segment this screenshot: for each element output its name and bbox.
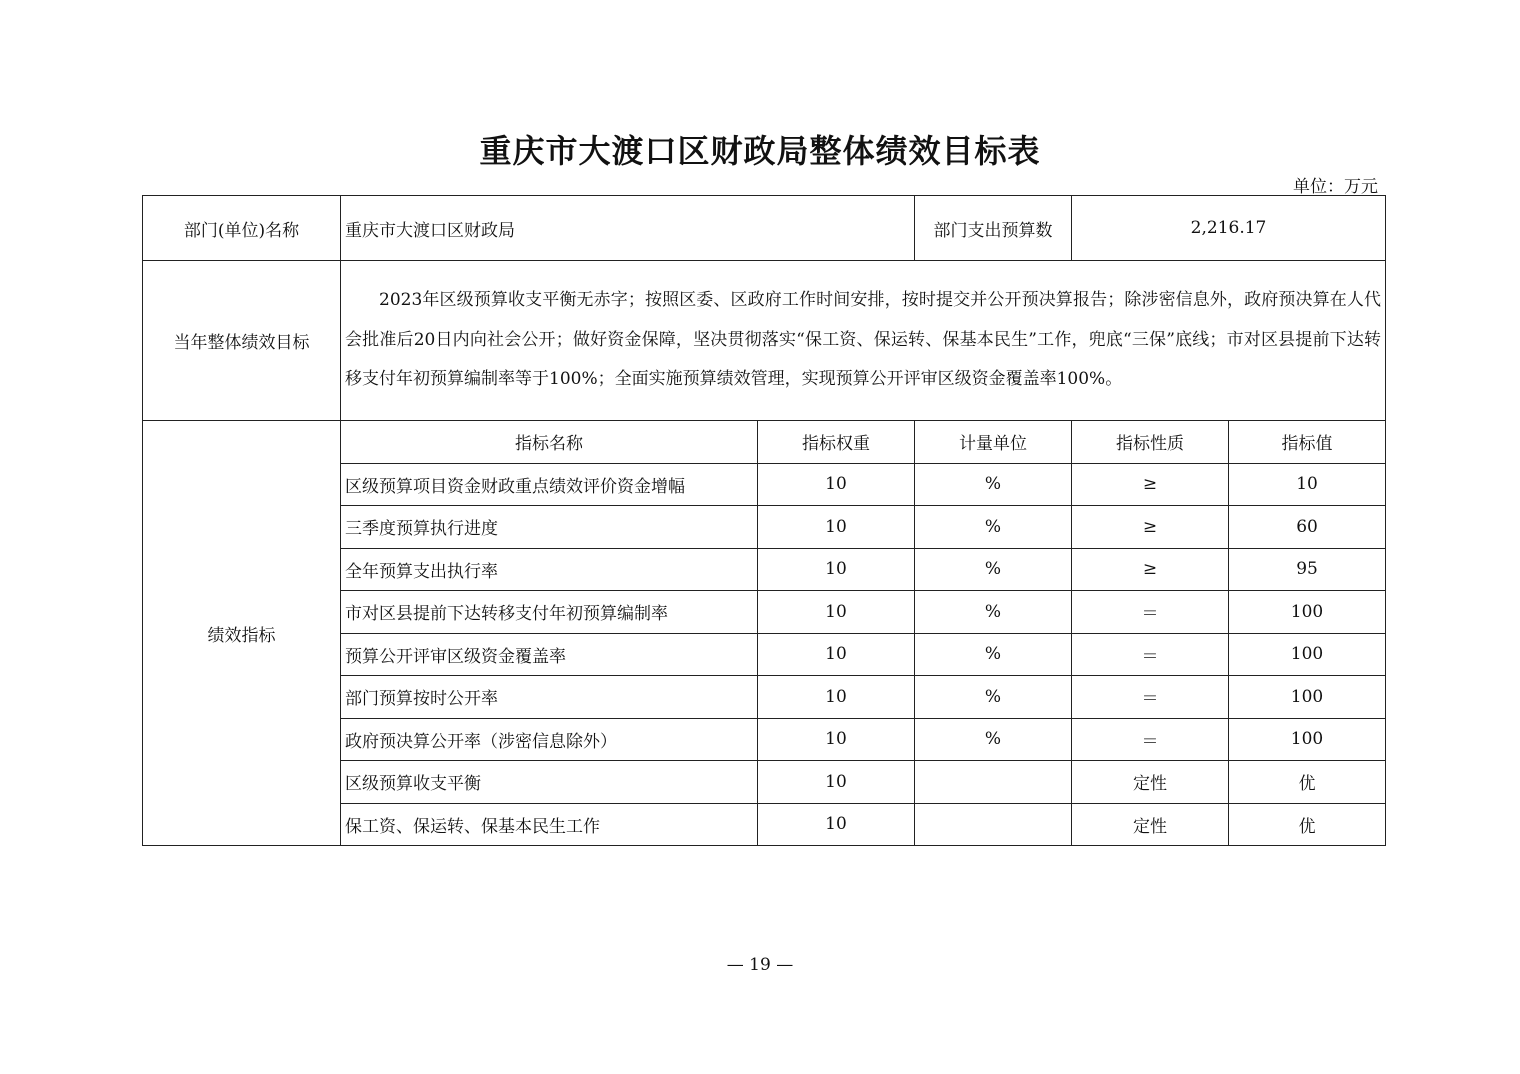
column-header: 指标性质 [1072, 421, 1229, 464]
unit-label: 单位：万元 [1293, 177, 1378, 197]
indicator-nature: 定性 [1072, 761, 1229, 804]
indicator-unit: % [915, 463, 1072, 506]
column-header: 指标权重 [758, 421, 915, 464]
indicator-weight: 10 [758, 633, 915, 676]
budget-label: 部门支出预算数 [915, 196, 1072, 261]
header-row [143, 196, 1386, 261]
column-header: 计量单位 [915, 421, 1072, 464]
goal-row [143, 261, 1386, 421]
indicator-weight: 10 [758, 548, 915, 591]
indicator-value: 优 [1229, 803, 1386, 846]
indicator-nature: ＝ [1072, 676, 1229, 719]
indicator-name: 区级预算收支平衡 [341, 761, 758, 804]
indicator-value: 60 [1229, 506, 1386, 549]
indicator-nature: ≥ [1072, 463, 1229, 506]
indicator-value: 100 [1229, 591, 1386, 634]
indicator-value: 优 [1229, 761, 1386, 804]
indicator-nature: ＝ [1072, 591, 1229, 634]
indicator-weight: 10 [758, 718, 915, 761]
goal-label: 当年整体绩效目标 [143, 261, 341, 421]
indicator-nature: ≥ [1072, 506, 1229, 549]
indicator-unit: % [915, 676, 1072, 719]
indicator-value: 95 [1229, 548, 1386, 591]
indicator-nature: ≥ [1072, 548, 1229, 591]
column-header: 指标名称 [341, 421, 758, 464]
indicator-weight: 10 [758, 803, 915, 846]
indicator-nature: ＝ [1072, 718, 1229, 761]
indicator-unit: % [915, 506, 1072, 549]
indicator-unit [915, 803, 1072, 846]
dept-name-value: 重庆市大渡口区财政局 [341, 196, 915, 261]
indicator-weight: 10 [758, 591, 915, 634]
column-header: 指标值 [1229, 421, 1386, 464]
indicator-value: 100 [1229, 718, 1386, 761]
goal-text: 2023年区级预算收支平衡无赤字；按照区委、区政府工作时间安排，按时提交并公开预决算报告；除涉密信息外，政府预决算在人代会批准后20日内向社会公开；做好资金保障，坚决贯彻落实“保工资、保运转、保基本民生”工作，兜底“三保”底线；市对区县提前下达转移支付年初预算编制率等于100%；全面实施预算绩效管理，实现预算公开评审区级资金覆盖率100%。 [341, 261, 1386, 421]
indicators-section-label: 绩效指标 [143, 421, 341, 846]
indicator-name: 市对区县提前下达转移支付年初预算编制率 [341, 591, 758, 634]
indicator-name: 部门预算按时公开率 [341, 676, 758, 719]
budget-value: 2,216.17 [1072, 196, 1386, 261]
indicator-unit: % [915, 633, 1072, 676]
indicator-name: 政府预决算公开率（涉密信息除外） [341, 718, 758, 761]
indicator-name: 预算公开评审区级资金覆盖率 [341, 633, 758, 676]
indicator-unit: % [915, 591, 1072, 634]
indicator-value: 100 [1229, 676, 1386, 719]
indicator-unit: % [915, 718, 1072, 761]
indicator-name: 区级预算项目资金财政重点绩效评价资金增幅 [341, 463, 758, 506]
dept-name-label: 部门(单位)名称 [143, 196, 341, 261]
indicator-nature: ＝ [1072, 633, 1229, 676]
page-number: — 19 — [726, 955, 794, 975]
indicator-unit: % [915, 548, 1072, 591]
indicator-value: 100 [1229, 633, 1386, 676]
indicator-unit [915, 761, 1072, 804]
indicator-name: 三季度预算执行进度 [341, 506, 758, 549]
indicator-weight: 10 [758, 676, 915, 719]
indicator-weight: 10 [758, 761, 915, 804]
indicator-weight: 10 [758, 463, 915, 506]
indicator-value: 10 [1229, 463, 1386, 506]
indicator-weight: 10 [758, 506, 915, 549]
indicator-name: 保工资、保运转、保基本民生工作 [341, 803, 758, 846]
page-title: 重庆市大渡口区财政局整体绩效目标表 [479, 132, 1041, 170]
indicator-nature: 定性 [1072, 803, 1229, 846]
performance-table [142, 195, 1386, 846]
indicator-name: 全年预算支出执行率 [341, 548, 758, 591]
indicator-header-row [143, 421, 1386, 464]
